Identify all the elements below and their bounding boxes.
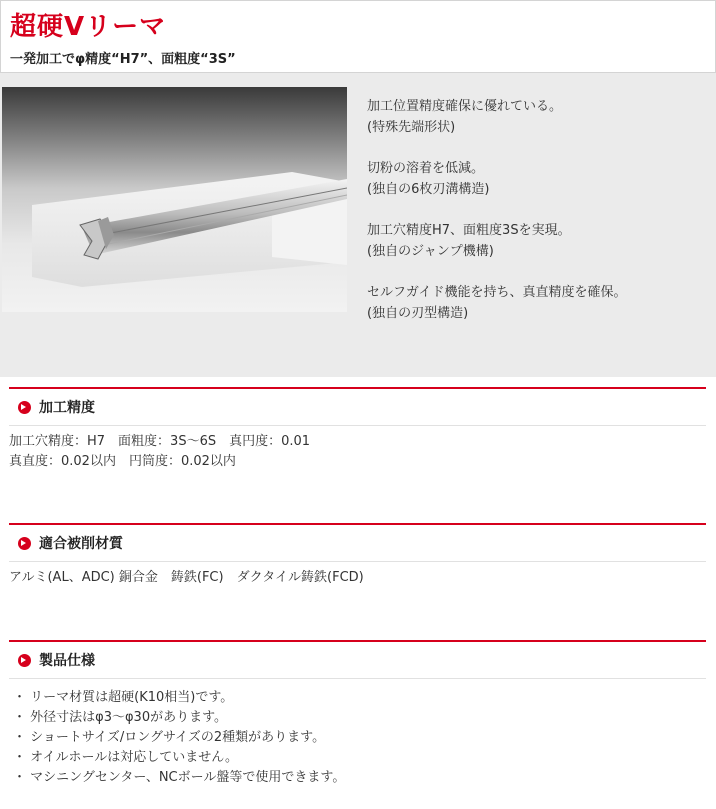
feature-text: 切粉の溶着を低減。 [367,161,485,176]
feature-list [367,96,707,344]
feature-note: (独自のジャンプ機構) [367,244,494,259]
section-header [9,523,706,562]
feature-item [367,282,707,324]
section-header [9,387,706,426]
feature-note: (独自の刃型構造) [367,306,469,321]
section-precision [9,387,706,472]
feature-text: セルフガイド機能を持ち、真直精度を確保。 [367,285,627,300]
section-title: 製品仕様 [39,653,95,669]
precision-line: 加工穴精度：H7 面粗度：3S～6S 真円度：0.01 [9,434,311,449]
arrow-circle-icon [18,537,31,550]
reamer-illustration [2,87,347,312]
arrow-circle-icon [18,401,31,414]
spec-list-item: ・ リーマ材質は超硬(K10相当)です。 [13,690,234,705]
feature-item [367,220,707,262]
feature-note: (独自の6枚刃溝構造) [367,182,490,197]
feature-note: (特殊先端形状) [367,120,456,135]
page-title: 超硬Vリーマ [10,12,167,42]
page-subtitle: 一発加工でφ精度“H7”、面粗度“3S” [10,52,236,67]
spec-list-item: ・ ショートサイズ/ロングサイズの2種類があります。 [13,730,326,745]
feature-item [367,96,707,138]
section-body [9,562,706,588]
spec-list-item: ・ マシニングセンター、NCボール盤等で使用できます。 [13,770,346,785]
section-body [9,679,706,788]
materials-line: アルミ(AL、ADC) 銅合金 鋳鉄(FC) ダクタイル鋳鉄(FCD) [9,570,364,585]
reamer-product-photo [2,87,347,312]
section-title: 加工精度 [39,400,95,416]
hero-panel [0,73,716,377]
spec-list-item: ・ 外径寸法はφ3～φ30があります。 [13,710,228,725]
section-body [9,426,706,472]
feature-text: 加工位置精度確保に優れている。 [367,99,563,114]
arrow-circle-icon [18,654,31,667]
section-materials [9,523,706,588]
section-title: 適合被削材質 [39,536,123,552]
page-header [0,0,716,73]
precision-line: 真直度：0.02以内 円筒度：0.02以内 [9,454,236,469]
section-header [9,640,706,679]
spec-list-item: ・ オイルホールは対応していません。 [13,750,239,765]
section-specs [9,640,706,788]
feature-text: 加工穴精度H7、面粗度3Sを実現。 [367,223,571,238]
feature-item [367,158,707,200]
